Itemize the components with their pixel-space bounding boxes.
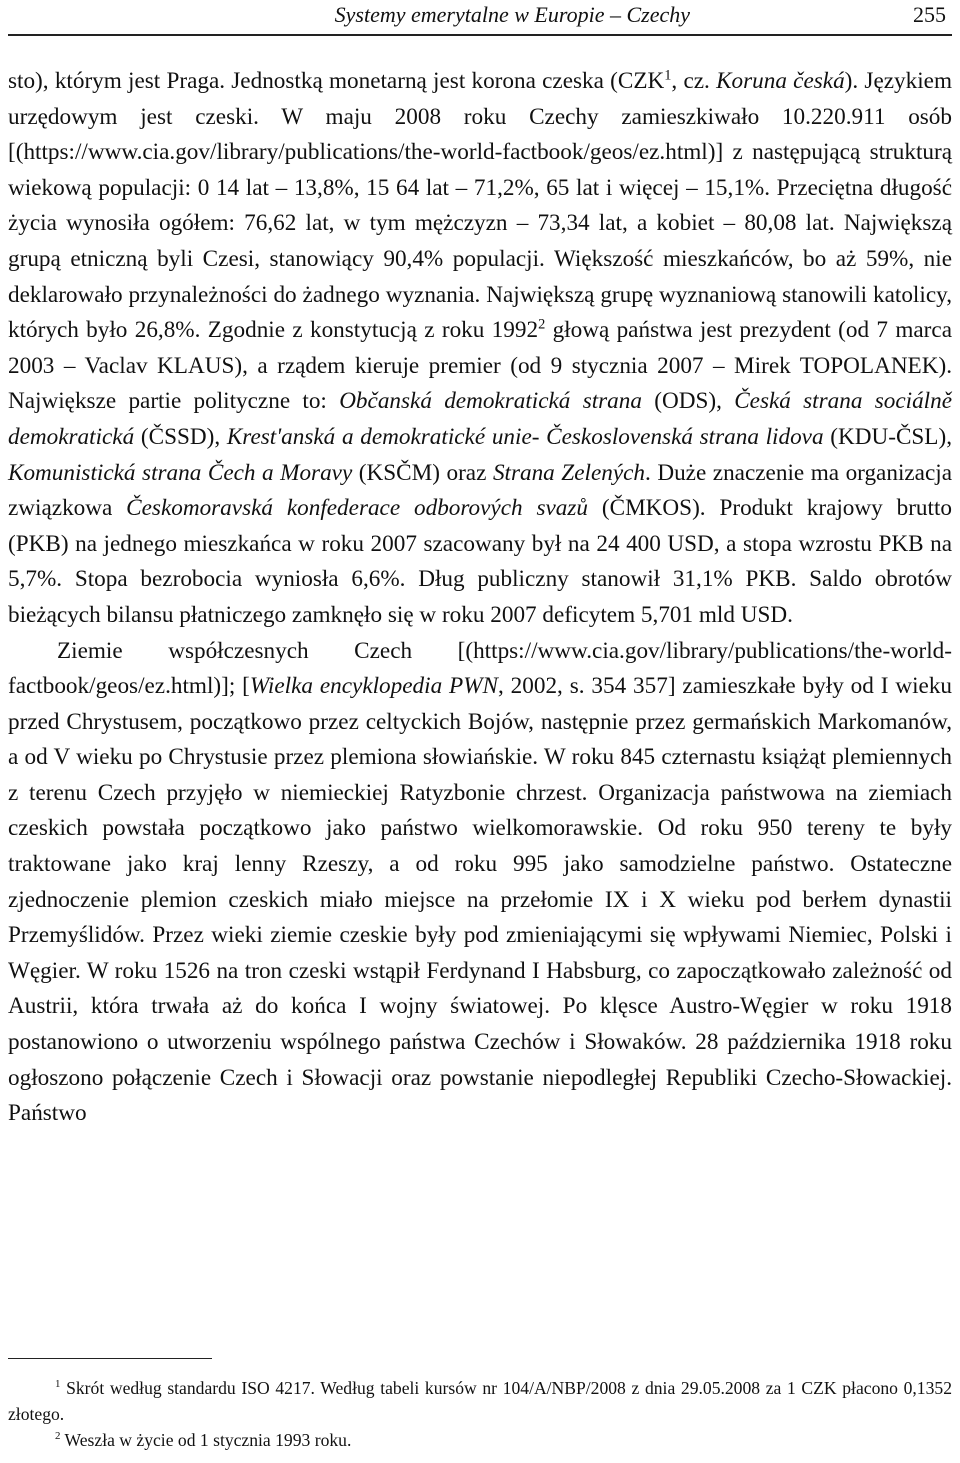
text-run: . Duże znaczenie ma organizacja związkowa	[8, 459, 952, 522]
text-run: (KDU-ČSL),	[823, 423, 952, 450]
party-name-greens: Strana Zelených	[492, 459, 646, 486]
footnote-ref-1: 1	[664, 67, 672, 84]
text-run: (ČMKOS). Produkt krajowy brutto (PKB) na jednego mieszkańca w roku 2007 szacowany był na 24 400 USD, a stopa wzrostu PKB na 5,7%. Stopa bezrobocia wyniosła 6,6%. Dług publiczny stanowił 31,1% PKB. Saldo obrotów bieżących bilansu płatniczego zamknęło się w roku 2007 deficytem 5,701 mld USD.	[8, 495, 952, 628]
text-run: ). Językiem urzędowym jest czeski. W maju 2008 roku Czechy zamieszkiwało 10.220.911 osób [(https://www.cia.gov/library/publications/the-world-factbook/geos/ez.html)] z następującą strukturą wiekową populacji: 0 14 lat – 13,8%, 15 64 lat – 71,2%, 65 lat i więcej – 15,1%. Przeciętna długość życia wynosiła ogółem: 76,62 lat, w tym mężczyzn – 73,34 lat, a kobiet – 80,08 lat. Największą grupą etniczną byli Czesi, stanowiący 90,4% populacji. Większość mieszkańców, bo aż 59%, nie deklarowało przynależności do żadnego wyznania. Największą grupę wyznaniową stanowili katolicy, których było 26,8%. Zgodnie z konstytucją z roku 1992	[8, 68, 952, 344]
text-run: , cz.	[671, 68, 717, 94]
text-run: Ziemie współczesnych Czech [(https://www.cia.gov/library/publications/the-world-factbook/geos/ez.html)]; [	[8, 637, 952, 700]
footnote-1	[8, 1375, 952, 1427]
body-text	[8, 64, 952, 1132]
footnote-text: Skrót według standardu ISO 4217. Według tabeli kursów nr 104/A/NBP/2008 z dnia 29.05.2008 za 1 CZK płacono 0,1352 złotego.	[8, 1378, 952, 1424]
text-run: głową państwa jest prezydent (od 7 marca 2003 – Vaclav KLAUS), a rządem kieruje premier (od 9 stycznia 2007 – Mirek TOPOLANEK). Największe partie polityczne to:	[8, 317, 952, 415]
footnotes	[8, 1375, 952, 1453]
footnote-number: 2	[55, 1430, 61, 1443]
text-run: (KSČM) oraz	[352, 459, 493, 486]
party-name-ods: Občanská demokratická strana	[339, 388, 642, 415]
text-run: (ČSSD),	[134, 423, 227, 450]
page-number: 255	[913, 2, 946, 27]
footnote-ref-2: 2	[538, 316, 546, 333]
running-title: Systemy emerytalne w Europie – Czechy	[334, 2, 690, 27]
trade-union-name: Českomoravská konfederace odborových svazů	[126, 495, 589, 522]
party-name-cssd: Česká strana sociálně demokratická	[8, 388, 952, 450]
footnote-text: Weszła w życie od 1 stycznia 1993 roku.	[60, 1430, 352, 1450]
text-run: sto), którym jest Praga. Jednostką monetarną jest korona czeska (CZK	[8, 68, 665, 94]
footnote-separator	[8, 1358, 212, 1359]
text-run: (ODS),	[641, 388, 735, 415]
currency-name: Koruna česká	[716, 68, 845, 94]
text-run: , 2002, s. 354 357] zamieszkałe były od I wieku przed Chrystusem, początkowo przez celtyckich Bojów, następnie przez germańskich Markomanów, a od V wieku po Chrystusie przez plemiona słowiańskie. W roku 845 czternastu książąt plemiennych z terenu Czech przyjęło w niemieckiej Ratyzbonie chrzest. Organizacja państwowa na ziemiach czeskich powstała początkowo jako państwo wielkomorawskie. Od roku 950 tereny te były traktowane jako kraj lenny Rzeszy, a od roku 995 jako samodzielne państwo. Ostateczne zjednoczenie plemion czeskich miało miejsce na przełomie IX i X wieku pod berłem dynastii Przemyślidów. Przez wieki ziemie czeskie były pod zmieniającymi się wpływami Niemiec, Polski i Węgier. W roku 1526 na tron czeski wstąpił Ferdynand I Habsburg, co zapoczątkowało zależność od Austrii, która trwała aż do końca I wojny światowej. Po klęsce Austro-Węgier w roku 1918 postanowiono o utworzeniu wspólnego państwa Czechów i Słowaków. 28 października 1918 roku ogłoszono połączenie Czech i Słowacji oraz powstanie niepodległej Republiki Czecho-Słowackiej. Państwo	[8, 673, 953, 1127]
party-name-kdu-csl: Krest'anská a demokratické unie- Československá strana lidova	[226, 423, 824, 450]
paragraph-country-overview	[8, 64, 952, 634]
page-header	[8, 0, 952, 36]
paragraph-history	[8, 634, 952, 1132]
source-title: Wielka encyklopedia PWN	[249, 673, 498, 700]
party-name-kscm: Komunistická strana Čech a Moravy	[8, 459, 353, 486]
footnote-number: 1	[55, 1378, 61, 1391]
footnote-2	[8, 1427, 952, 1453]
